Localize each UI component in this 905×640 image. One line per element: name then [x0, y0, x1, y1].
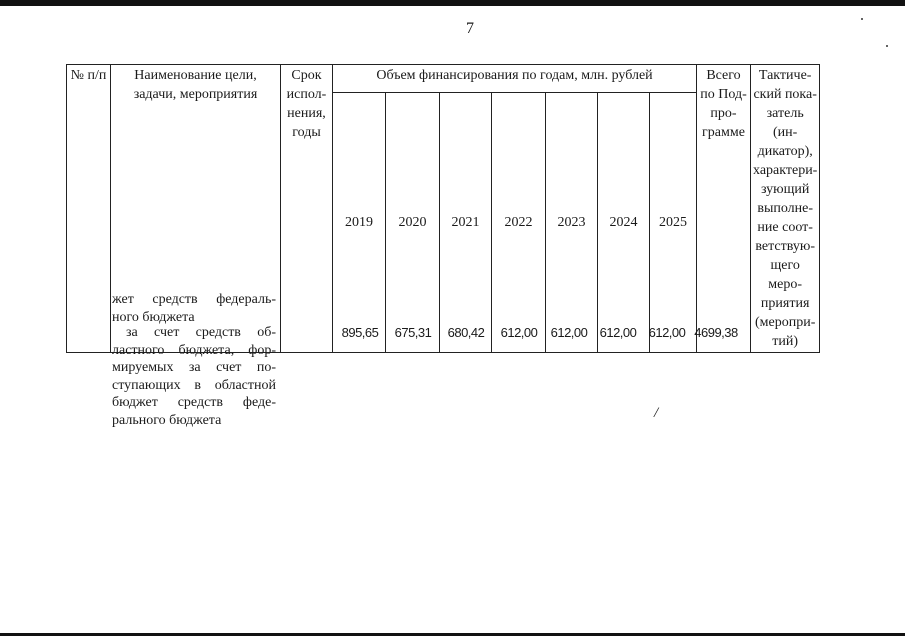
- row-name: [112, 324, 276, 429]
- value-total: 4699,38: [694, 325, 738, 340]
- value-2022: 612,00: [500, 325, 538, 340]
- header-term-label: Срок испол-нения, годы: [286, 68, 327, 140]
- row-name-line: рального бюджета: [112, 412, 222, 428]
- year-header: 2023: [546, 92, 598, 352]
- header-indicator: [751, 65, 820, 353]
- speck: [886, 45, 888, 47]
- year-header: 2022: [492, 92, 546, 352]
- year-header: 2019: [333, 92, 386, 352]
- value-2021: 680,42: [447, 325, 485, 340]
- header-name-label: Наименование цели, задачи, мероприятия: [133, 68, 258, 102]
- year-header: 2025: [650, 92, 697, 352]
- header-total-label: Всего по Под-про-грамме: [700, 68, 747, 140]
- header-number-label: № п/п: [70, 68, 107, 83]
- row-name-line: ступающих в областной: [112, 377, 276, 393]
- row-name-line: бюджет средств феде-: [112, 395, 276, 410]
- value-2024: 612,00: [599, 325, 637, 340]
- header-number: [67, 65, 111, 353]
- continuation-line: жет средств федераль-: [112, 292, 276, 307]
- year-header: 2024: [598, 92, 650, 352]
- header-total: [697, 65, 751, 353]
- row-name-line: ластного бюджета, фор-: [112, 342, 276, 358]
- year-header: 2020: [386, 92, 440, 352]
- top-edge-line: [0, 0, 905, 6]
- bottom-edge-line: [0, 633, 905, 636]
- header-volume: [333, 65, 697, 93]
- row-name-line: мируемых за счет по-: [112, 360, 276, 375]
- value-2019: 895,65: [341, 325, 379, 340]
- header-term: [281, 65, 333, 353]
- stray-mark: /: [654, 405, 659, 421]
- value-2025: 612,00: [648, 325, 686, 340]
- continuation-line: ного бюджета: [112, 309, 195, 325]
- continuation-text: [112, 291, 276, 326]
- row-name-line: за счет средств об-: [126, 325, 276, 340]
- header-indicator-label: Тактиче-ский пока-затель (ин-дикатор), характери-зующий выполне-ние соот-ветствую-щего меро-приятия (меропри-тий): [753, 68, 818, 349]
- speck: [861, 18, 863, 20]
- page-number: 7: [466, 20, 474, 37]
- value-2020: 675,31: [394, 325, 432, 340]
- header-volume-label: Объем финансирования по годам, млн. рублей: [376, 68, 653, 83]
- year-header: 2021: [440, 92, 492, 352]
- value-2023: 612,00: [550, 325, 588, 340]
